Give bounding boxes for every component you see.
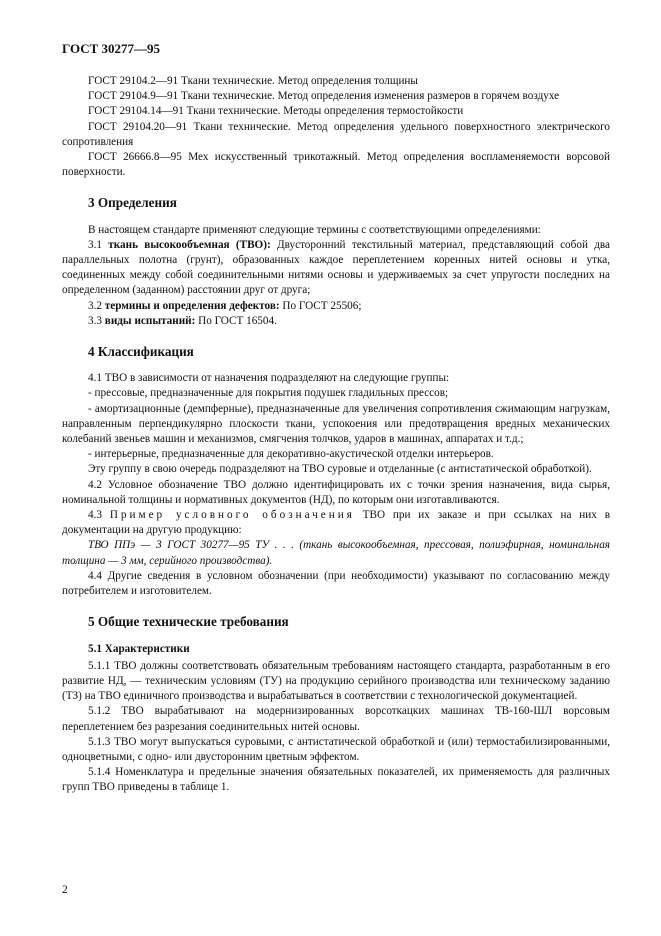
definition-term: ткань высокообъемная (ТВО): [108, 238, 271, 251]
group-damping: - амортизационные (демпферные), предназначенные для увеличения сопротивления сжимающим нагрузкам, направленным перпендикулярно плоскости ткани, успокоения или предотвращения вредных механических колебаний звеньев машин и механизмов, смягчения толчков, ударов в машинах, аппаратах и т.д.; [62, 402, 610, 446]
reference-item: ГОСТ 29104.2—91 Ткани технические. Метод определения толщины [88, 75, 418, 87]
section-5-title: 5 Общие технические требования [88, 614, 289, 630]
reference-item: ГОСТ 29104.14—91 Ткани технические. Методы определения термостойкости [88, 105, 464, 118]
definition-number: 3.2 [88, 299, 105, 312]
section-3-title: 3 Определения [88, 195, 177, 211]
clause-4-1: 4.1 ТВО в зависимости от назначения подразделяют на следующие группы: [88, 372, 450, 385]
definition-text: По ГОСТ 25506; [279, 299, 362, 312]
definition-3-3 [62, 314, 610, 329]
group-interior: - интерьерные, предназначенные для декоративно-акустической отделки интерьеров. [88, 448, 494, 461]
clause-5-1-2: 5.1.2 ТВО вырабатывают на модернизированных ворсоткацких машинах ТВ-160-ШЛ ворсовым переплетением без разрезания соединительных нитей основы. [62, 705, 610, 733]
clause-4-4: 4.4 Другие сведения в условном обозначении (при необходимости) указывают по согласованию между потребителем и изготовителем. [62, 569, 610, 598]
definition-text: Двусторонний текстильный материал, представляющий собой два параллельных полотна (грунт), образованных каждое переплетением коренных нитей основы и утка, соединенных между собой соединительными нитями основы и удерживаемых за счет упругости последних на определенном (заданном) расстоянии друг от друга; [62, 238, 610, 297]
group-pressing: - прессовые, предназначенные для покрытия подушек гладильных прессов; [88, 387, 449, 400]
definition-3-2 [62, 299, 610, 314]
section-3-intro: В настоящем стандарте применяют следующие термины с соответствующими определениями: [88, 223, 541, 236]
reference-item: ГОСТ 26666.8—95 Мех искусственный трикотажный. Метод определения воспламеняемости ворсовой поверхности. [62, 151, 610, 179]
definition-term: термины и определения дефектов: [104, 299, 280, 312]
group-subdivision: Эту группу в свою очередь подразделяют на ТВО суровые и отделанные (с антистатической обработкой). [88, 463, 592, 476]
definition-3-1 [62, 238, 610, 299]
definition-number: 3.3 [88, 314, 105, 327]
clause-number: 4.3 [88, 509, 110, 522]
example-explanation: (ткань высокообъемная, прессовая, полиэфирная, номинальная толщина — 3 мм, серийного производства). [62, 539, 610, 567]
document-header: ГОСТ 30277—95 [62, 41, 161, 56]
definition-number: 3.1 [88, 238, 109, 251]
subsection-5-1-title: 5.1 Характеристики [88, 642, 190, 655]
spaced-heading: Пример условного обозначения [109, 509, 355, 522]
clause-text: ТВО при их заказе и при ссылках на них в документации на другую продукцию: [62, 509, 610, 537]
reference-item: ГОСТ 29104.9—91 Ткани технические. Метод определения изменения размеров в горячем воздухе [88, 90, 560, 103]
definition-term: виды испытаний: [104, 314, 196, 327]
clause-4-3 [62, 508, 610, 538]
document-body [62, 74, 610, 796]
section-4-title: 4 Классификация [88, 344, 194, 360]
page-number: 2 [62, 884, 68, 896]
reference-item: ГОСТ 29104.20—91 Ткани технические. Метод определения удельного поверхностного электрического сопротивления [62, 120, 610, 148]
clause-4-2: 4.2 Условное обозначение ТВО должно идентифицировать их с точки зрения назначения, вида сырья, номинальной толщины и нормативных документов (НД), по которым они изготавливаются. [62, 478, 610, 506]
designation-example [62, 538, 610, 568]
example-designation: ТВО ППэ — 3 ГОСТ 30277—95 ТУ . . . [88, 539, 294, 552]
clause-5-1-4: 5.1.4 Номенклатура и предельные значения обязательных показателей, их применяемость для различных групп ТВО приведены в таблице 1. [62, 766, 610, 794]
definition-text: По ГОСТ 16504. [195, 314, 277, 327]
clause-5-1-3: 5.1.3 ТВО могут выпускаться суровыми, с антистатической обработкой и (или) термостабилизированными, одноцветными, с одно- или двусторонним цветным эффектом. [62, 735, 610, 763]
clause-5-1-1: 5.1.1 ТВО должны соответствовать обязательным требованиям настоящего стандарта, разработанным в его развитие НД, — техническим условиям (ТУ) на продукцию серийного производства или техническому заданию (ТЗ) на ТВО единичного производства и вырабатываться в соответствии с технологической документацией. [62, 659, 610, 703]
